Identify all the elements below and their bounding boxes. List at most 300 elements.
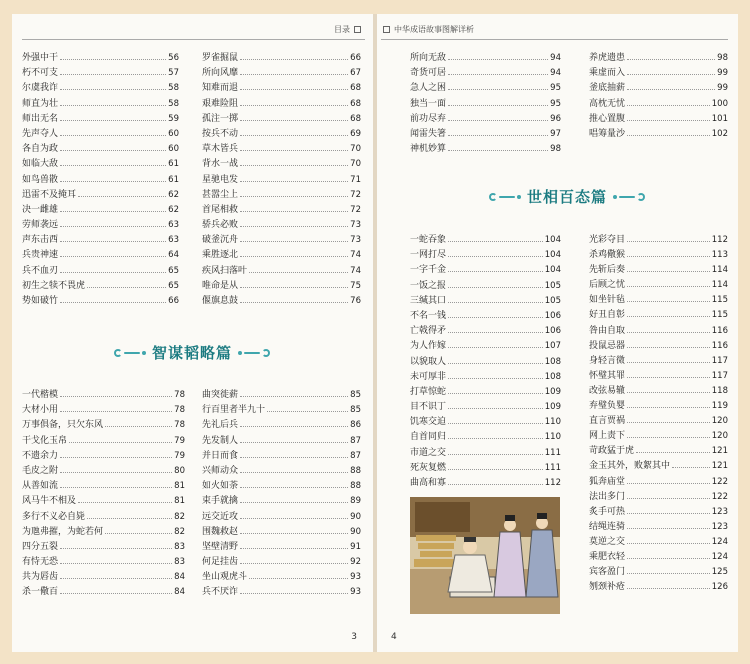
- entry-page-number: 125: [711, 567, 728, 578]
- dot-leader: [240, 434, 348, 443]
- entry-title: 养虎遗患: [589, 53, 626, 63]
- entry-title: 首尾相救: [202, 204, 239, 215]
- toc-entry: [589, 308, 728, 323]
- entry-title: 打草惊蛇: [410, 386, 447, 397]
- toc-entry: [22, 279, 179, 294]
- entry-title: 偃旗息鼓: [202, 296, 239, 306]
- toc-entry: [202, 540, 361, 555]
- entry-title: 兵贵神速: [22, 250, 59, 261]
- dot-leader: [60, 264, 166, 273]
- toc-entry: [202, 294, 361, 309]
- toc-entry: [202, 494, 361, 509]
- entry-page-number: 78: [174, 405, 185, 416]
- toc-entry: [202, 51, 361, 66]
- toc-entry: [410, 476, 561, 491]
- entry-title: 曲突徙薪: [202, 390, 239, 400]
- entry-title: 声东击西: [22, 235, 59, 246]
- toc-entry: [589, 444, 728, 459]
- entry-page-number: 104: [544, 235, 561, 245]
- toc-entry: [22, 173, 179, 188]
- entry-title: 从善如流: [22, 481, 59, 492]
- toc-entry: [410, 339, 561, 354]
- entry-title: 前功尽弃: [410, 113, 447, 124]
- entry-title: 有恃无恐: [22, 557, 59, 568]
- entry-page-number: 116: [711, 325, 728, 336]
- entry-title: 死灰复燃: [410, 462, 447, 473]
- dot-leader: [672, 459, 710, 468]
- dot-leader: [240, 555, 348, 564]
- dot-leader: [627, 248, 710, 257]
- entry-page-number: 58: [168, 83, 179, 94]
- dot-leader: [240, 233, 348, 242]
- entry-title: 艰难险阻: [202, 98, 239, 109]
- entry-title: 狐奔庙堂: [589, 476, 626, 487]
- entry-title: 束手就擒: [202, 496, 239, 507]
- entry-page-number: 78: [174, 420, 185, 431]
- entry-title: 杀一儆百: [22, 587, 59, 598]
- running-head-label: 中华成语故事图解详析: [394, 25, 474, 34]
- entry-page-number: 61: [168, 174, 179, 185]
- toc-column: [589, 51, 728, 142]
- dot-leader: [448, 400, 543, 409]
- toc-entry: [22, 479, 185, 494]
- entry-title: 先声夺人: [22, 128, 59, 139]
- entry-title: 按兵不动: [202, 128, 239, 139]
- dot-leader: [627, 324, 710, 333]
- entry-title: 莫逆之交: [589, 536, 626, 547]
- entry-title: 结绳连骑: [589, 521, 626, 532]
- entry-page-number: 65: [168, 280, 179, 291]
- entry-page-number: 108: [544, 356, 561, 367]
- toc-entry: [589, 324, 728, 339]
- entry-title: 独当一面: [410, 98, 447, 109]
- dot-leader: [60, 97, 166, 106]
- entry-page-number: 65: [168, 265, 179, 276]
- entry-page-number: 86: [350, 420, 361, 431]
- entry-page-number: 115: [711, 295, 728, 306]
- toc-entry: [22, 233, 179, 248]
- entry-page-number: 94: [550, 53, 561, 63]
- toc-entry: [589, 51, 728, 66]
- entry-title: 星驰电发: [202, 174, 239, 185]
- entry-title: 改弦易辙: [589, 385, 626, 396]
- toc-entry: [410, 142, 561, 157]
- entry-page-number: 70: [350, 144, 361, 155]
- toc-entry: [22, 264, 179, 279]
- toc-entry: [589, 505, 728, 520]
- entry-page-number: 90: [350, 526, 361, 537]
- dot-leader: [627, 429, 710, 438]
- entry-page-number: 121: [711, 461, 728, 472]
- entry-page-number: 119: [711, 401, 728, 412]
- entry-title: 苛政猛于虎: [589, 446, 635, 457]
- dot-leader: [78, 494, 172, 503]
- entry-page-number: 81: [174, 496, 185, 507]
- entry-page-number: 71: [350, 174, 361, 185]
- entry-page-number: 75: [350, 280, 361, 291]
- entry-title: 四分五裂: [22, 541, 59, 552]
- entry-page-number: 59: [168, 113, 179, 124]
- entry-page-number: 118: [711, 385, 728, 396]
- entry-title: 坚壁清野: [202, 541, 239, 552]
- entry-page-number: 60: [168, 144, 179, 155]
- section-title: 世相百态篇: [526, 188, 607, 206]
- dot-leader: [448, 476, 543, 485]
- toc-entry: [202, 218, 361, 233]
- entry-page-number: 78: [174, 390, 185, 400]
- entry-page-number: 68: [350, 98, 361, 109]
- entry-title: 一代楷模: [22, 390, 59, 400]
- entry-page-number: 85: [350, 405, 361, 416]
- dot-leader: [627, 535, 710, 544]
- section-title: 智谋韬略篇: [151, 344, 232, 362]
- entry-page-number: 95: [550, 83, 561, 94]
- entry-title: 草木皆兵: [202, 144, 239, 155]
- entry-title: 唱筹量沙: [589, 128, 626, 139]
- toc-entry: [22, 418, 185, 433]
- entry-page-number: 98: [717, 53, 728, 63]
- toc-entry: [22, 570, 185, 585]
- entry-title: 以貌取人: [410, 356, 447, 367]
- entry-title: 师出无名: [22, 113, 59, 124]
- entry-title: 闻雷失箸: [410, 128, 447, 139]
- toc-entry: [410, 97, 561, 112]
- left-page: [12, 14, 373, 652]
- entry-title: 光彩夺目: [589, 235, 626, 245]
- toc-entry: [589, 414, 728, 429]
- dot-leader: [627, 354, 710, 363]
- entry-title: 外强中干: [22, 53, 59, 63]
- toc-column: [589, 233, 728, 595]
- entry-title: 罗雀掘鼠: [202, 53, 239, 63]
- toc-entry: [589, 384, 728, 399]
- entry-title: 投鼠忌器: [589, 340, 626, 351]
- toc-entry: [22, 464, 185, 479]
- dot-leader: [60, 173, 166, 182]
- toc-entry: [410, 233, 561, 248]
- entry-page-number: 74: [350, 265, 361, 276]
- entry-page-number: 68: [350, 113, 361, 124]
- dot-leader: [60, 233, 166, 242]
- entry-title: 高枕无忧: [589, 98, 626, 109]
- entry-page-number: 76: [350, 296, 361, 306]
- running-head-label: 目录: [334, 25, 350, 34]
- entry-page-number: 83: [174, 557, 185, 568]
- dot-leader: [60, 51, 166, 60]
- entry-title: 万事俱备，只欠东风: [22, 420, 104, 431]
- toc-entry: [22, 51, 179, 66]
- entry-page-number: 72: [350, 189, 361, 200]
- entry-title: 如坐针毡: [589, 295, 626, 306]
- dot-leader: [240, 81, 348, 90]
- dot-leader: [240, 525, 348, 534]
- entry-page-number: 124: [711, 536, 728, 547]
- entry-title: 未可厚非: [410, 371, 447, 382]
- dot-leader: [448, 248, 543, 257]
- entry-page-number: 113: [711, 250, 728, 261]
- dot-leader: [448, 294, 543, 303]
- dot-leader: [60, 203, 166, 212]
- dot-leader: [60, 464, 172, 473]
- entry-page-number: 66: [350, 53, 361, 63]
- entry-page-number: 111: [544, 462, 561, 473]
- entry-page-number: 84: [174, 587, 185, 598]
- entry-title: 大材小用: [22, 405, 59, 416]
- entry-page-number: 87: [350, 435, 361, 446]
- dot-leader: [627, 580, 710, 589]
- toc-entry: [202, 525, 361, 540]
- entry-title: 知难而退: [202, 83, 239, 94]
- square-ornament-icon: [354, 26, 361, 33]
- toc-entry: [202, 233, 361, 248]
- dot-leader: [627, 233, 710, 242]
- dot-leader: [105, 525, 172, 534]
- entry-title: 骄兵必败: [202, 220, 239, 231]
- entry-page-number: 63: [168, 235, 179, 246]
- toc-entry: [410, 263, 561, 278]
- entry-page-number: 60: [168, 128, 179, 139]
- toc-entry: [589, 369, 728, 384]
- toc-entry: [589, 127, 728, 142]
- dot-leader: [240, 418, 348, 427]
- entry-title: 决一雌雄: [22, 204, 59, 215]
- entry-title: 一字千金: [410, 265, 447, 276]
- entry-title: 刎颈补疮: [589, 582, 626, 593]
- dot-leader: [627, 520, 710, 529]
- ornament-left-icon: [114, 349, 146, 357]
- section-heading: [487, 186, 647, 207]
- dot-leader: [240, 127, 348, 136]
- toc-entry: [410, 248, 561, 263]
- dot-leader: [60, 540, 172, 549]
- entry-title: 市道之交: [410, 447, 447, 458]
- entry-page-number: 70: [350, 159, 361, 170]
- toc-entry: [410, 370, 561, 385]
- dot-leader: [267, 403, 348, 412]
- toc-entry: [22, 142, 179, 157]
- dot-leader: [60, 218, 166, 227]
- entry-page-number: 93: [350, 587, 361, 598]
- toc-entry: [589, 97, 728, 112]
- toc-entry: [589, 459, 728, 474]
- entry-title: 饥寒交迫: [410, 417, 447, 428]
- dot-leader: [60, 112, 166, 121]
- entry-title: 自首同归: [410, 432, 447, 443]
- dot-leader: [627, 112, 710, 121]
- dot-leader: [240, 585, 348, 594]
- dot-leader: [448, 97, 548, 106]
- dot-leader: [60, 449, 172, 458]
- toc-entry: [202, 157, 361, 172]
- entry-title: 如临大敌: [22, 159, 59, 170]
- toc-entry: [202, 66, 361, 81]
- toc-entry: [410, 415, 561, 430]
- entry-page-number: 122: [711, 476, 728, 487]
- dot-leader: [448, 263, 543, 272]
- toc-entry: [589, 580, 728, 595]
- entry-page-number: 91: [350, 541, 361, 552]
- toc-column: [410, 51, 561, 157]
- entry-title: 怀璧其罪: [589, 370, 626, 381]
- toc-entry: [410, 127, 561, 142]
- toc-entry: [410, 309, 561, 324]
- dot-leader: [240, 449, 348, 458]
- square-ornament-icon: [383, 26, 390, 33]
- entry-page-number: 117: [711, 370, 728, 381]
- dot-leader: [60, 555, 172, 564]
- dot-leader: [249, 570, 348, 579]
- dot-leader: [448, 112, 548, 121]
- toc-entry: [589, 293, 728, 308]
- toc-column: [22, 388, 185, 601]
- entry-page-number: 56: [168, 53, 179, 63]
- entry-page-number: 100: [711, 98, 728, 109]
- toc-entry: [22, 294, 179, 309]
- entry-title: 唯命是从: [202, 280, 239, 291]
- dot-leader: [627, 81, 715, 90]
- dot-leader: [240, 294, 348, 303]
- entry-title: 共为唇齿: [22, 572, 59, 583]
- ornament-left-icon: [489, 193, 521, 201]
- entry-title: 神机妙算: [410, 144, 447, 155]
- entry-page-number: 110: [544, 432, 561, 443]
- toc-entry: [202, 570, 361, 585]
- toc-entry: [410, 430, 561, 445]
- entry-title: 势如破竹: [22, 296, 59, 306]
- dot-leader: [240, 510, 348, 519]
- entry-title: 多行不义必自毙: [22, 511, 86, 522]
- entry-page-number: 73: [350, 220, 361, 231]
- entry-page-number: 87: [350, 450, 361, 461]
- entry-page-number: 109: [544, 386, 561, 397]
- toc-column: [202, 51, 361, 309]
- entry-page-number: 110: [544, 417, 561, 428]
- page-number: 3: [351, 632, 357, 642]
- dot-leader: [240, 157, 348, 166]
- entry-title: 行百里者半九十: [202, 405, 266, 416]
- entry-title: 急人之困: [410, 83, 447, 94]
- toc-entry: [410, 324, 561, 339]
- dot-leader: [448, 339, 543, 348]
- toc-column: [22, 51, 179, 309]
- toc-entry: [22, 434, 185, 449]
- entry-title: 朽不可支: [22, 68, 59, 79]
- toc-entry: [410, 446, 561, 461]
- header-rule: [381, 39, 728, 40]
- toc-entry: [22, 540, 185, 555]
- toc-entry: [22, 494, 185, 509]
- entry-page-number: 112: [711, 235, 728, 245]
- toc-entry: [202, 279, 361, 294]
- entry-title: 三缄其口: [410, 295, 447, 306]
- entry-title: 孤注一掷: [202, 113, 239, 124]
- entry-page-number: 120: [711, 431, 728, 442]
- dot-leader: [448, 446, 543, 455]
- entry-page-number: 106: [544, 326, 561, 337]
- toc-entry: [589, 112, 728, 127]
- toc-entry: [589, 248, 728, 263]
- dot-leader: [60, 157, 166, 166]
- toc-entry: [22, 188, 179, 203]
- dot-leader: [240, 203, 348, 212]
- dot-leader: [448, 279, 543, 288]
- dot-leader: [87, 510, 172, 519]
- dot-leader: [627, 263, 710, 272]
- dot-leader: [87, 279, 166, 288]
- toc-entry: [202, 203, 361, 218]
- ornament-right-icon: [613, 193, 645, 201]
- entry-title: 曲高和寡: [410, 478, 447, 488]
- dot-leader: [60, 66, 166, 75]
- toc-entry: [202, 188, 361, 203]
- toc-entry: [202, 403, 361, 418]
- dot-leader: [627, 278, 710, 287]
- toc-entry: [202, 142, 361, 157]
- entry-title: 炙手可热: [589, 506, 626, 517]
- toc-entry: [589, 490, 728, 505]
- entry-title: 先斩后奏: [589, 265, 626, 276]
- entry-title: 乘肥衣轻: [589, 551, 626, 562]
- entry-page-number: 90: [350, 511, 361, 522]
- entry-page-number: 107: [544, 341, 561, 352]
- dot-leader: [60, 81, 166, 90]
- dot-leader: [627, 66, 715, 75]
- toc-entry: [589, 520, 728, 535]
- entry-title: 网上责下: [589, 431, 626, 442]
- toc-entry: [22, 127, 179, 142]
- entry-page-number: 88: [350, 465, 361, 476]
- toc-entry: [589, 66, 728, 81]
- entry-title: 釜底抽薪: [589, 83, 626, 94]
- toc-entry: [202, 464, 361, 479]
- entry-title: 奇货可居: [410, 68, 447, 79]
- entry-page-number: 81: [174, 481, 185, 492]
- entry-page-number: 126: [711, 582, 728, 593]
- entry-page-number: 98: [550, 144, 561, 155]
- dot-leader: [627, 475, 710, 484]
- toc-entry: [202, 585, 361, 600]
- dot-leader: [240, 97, 348, 106]
- toc-entry: [589, 475, 728, 490]
- dot-leader: [240, 142, 348, 151]
- entry-title: 不名一钱: [410, 310, 447, 321]
- entry-page-number: 99: [717, 68, 728, 79]
- dot-leader: [60, 294, 166, 303]
- entry-page-number: 66: [168, 296, 179, 306]
- entry-title: 迅雷不及掩耳: [22, 189, 77, 200]
- dot-leader: [448, 51, 548, 60]
- entry-title: 兵不血刃: [22, 265, 59, 276]
- dot-leader: [627, 369, 710, 378]
- dot-leader: [627, 293, 710, 302]
- entry-page-number: 105: [544, 280, 561, 291]
- entry-title: 如鸟兽散: [22, 174, 59, 185]
- entry-title: 师直为壮: [22, 98, 59, 109]
- toc-entry: [410, 112, 561, 127]
- entry-title: 围魏救赵: [202, 526, 239, 537]
- toc-entry: [22, 203, 179, 218]
- dot-leader: [60, 479, 172, 488]
- dot-leader: [448, 461, 543, 470]
- dot-leader: [240, 279, 348, 288]
- entry-page-number: 62: [168, 189, 179, 200]
- entry-title: 破釜沉舟: [202, 235, 239, 246]
- entry-page-number: 57: [168, 68, 179, 79]
- entry-page-number: 122: [711, 491, 728, 502]
- entry-title: 直言贾祸: [589, 416, 626, 427]
- toc-entry: [589, 535, 728, 550]
- dot-leader: [627, 308, 710, 317]
